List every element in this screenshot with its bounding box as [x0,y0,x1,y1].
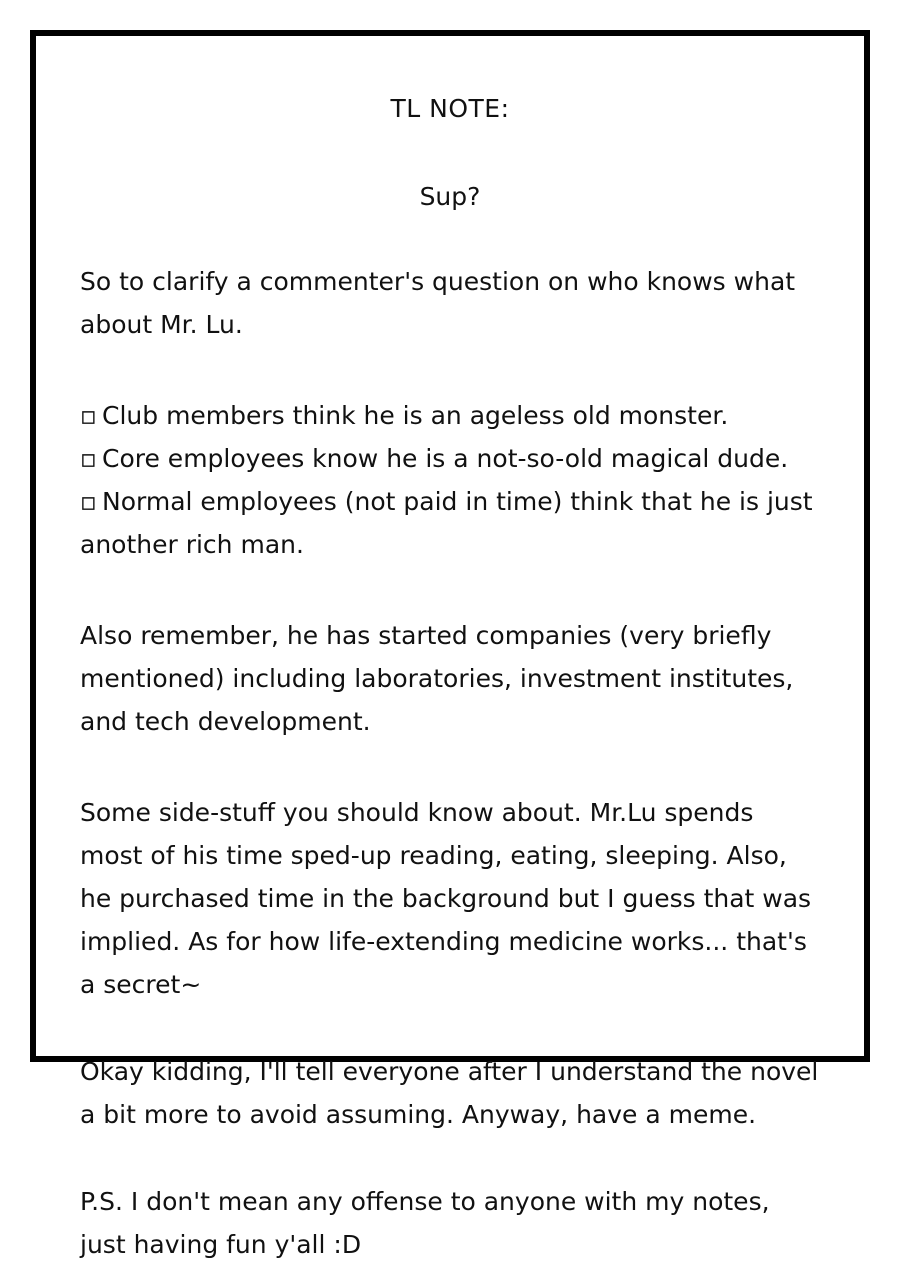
kidding-paragraph: Okay kidding, I'll tell everyone after I understand the novel a bit more to avoid assuming. Anyway, have a meme. [80,1057,819,1129]
intro-paragraph: So to clarify a commenter's question on who knows what about Mr. Lu. [80,267,796,339]
list-item-label: Club members think he is an ageless old monster. [102,401,729,430]
postscript-block [80,1180,820,1266]
sidestuff-paragraph: Some side-stuff you should know about. Mr.Lu spends most of his time sped-up reading, eating, sleeping. Also, he purchased time in the background but I guess that was implied. As for how life-extending medicine works... that's a secret~ [80,798,812,999]
list-item [80,480,820,566]
translator-note-card [30,30,870,1259]
note-content [36,36,864,1259]
bullet-icon: ▫ [80,444,97,473]
note-subtitle: Sup? [419,182,481,211]
list-item-label: Core employees know he is a not-so-old magical dude. [102,444,789,473]
companies-paragraph: Also remember, he has started companies (very briefly mentioned) including laboratories, investment institutes, and tech development. [80,621,794,736]
knowledge-list-block [80,394,820,566]
note-title: TL NOTE: [390,94,510,123]
intro-block [80,260,820,346]
bullet-icon: ▫ [80,401,97,430]
postscript-paragraph: P.S. I don't mean any offense to anyone with my notes, just having fun y'all :D [80,1187,770,1259]
companies-block [80,614,820,743]
list-item [80,437,820,480]
kidding-block [80,1050,820,1136]
knowledge-list [80,394,820,566]
bullet-icon: ▫ [80,487,97,516]
list-item-label: Normal employees (not paid in time) think that he is just another rich man. [80,487,813,559]
list-item [80,394,820,437]
bottom-spacer [80,1266,820,1286]
sidestuff-block [80,791,820,1006]
